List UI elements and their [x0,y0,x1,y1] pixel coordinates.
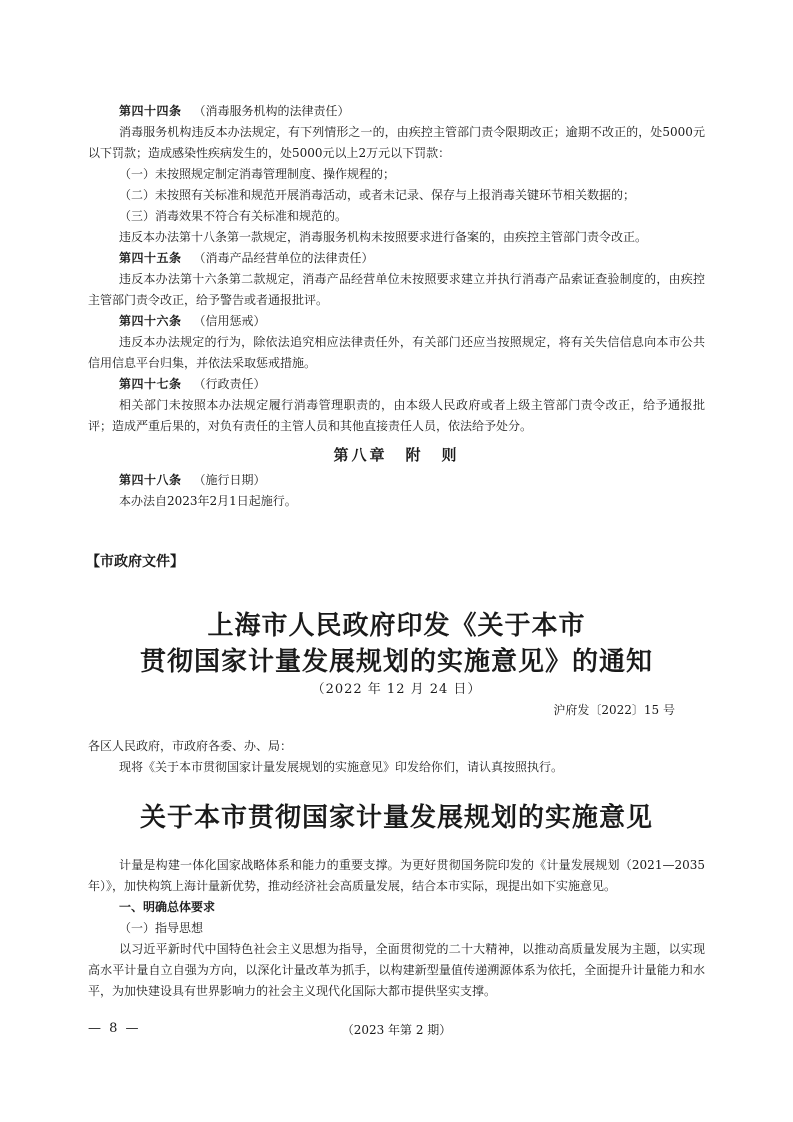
page-footer [88,1021,705,1043]
chapter-heading: 第八章 附 则 [333,446,460,464]
list-item: （一）未按照规定制定消毒管理制度、操作规程的； [119,167,396,181]
article-subtitle: （施行日期） [193,473,266,487]
article-44-heading [88,101,705,122]
subsection-heading: （一）指导思想 [119,921,204,935]
list-item: （二）未按照有关标准和规范开展消毒活动，或者未记录、保存与上报消毒关键环节相关数据的； [119,188,636,202]
paragraph: 本办法自2023年2月1日起施行。 [119,494,297,508]
notice-title-line-1: 上海市人民政府印发《关于本市 [207,611,586,641]
paragraph: 违反本办法规定的行为，除依法追究相应法律责任外，有关部门还应当按照规定，将有关失信信息向本市公共信用信息平台归集，并依法采取惩戒措施。 [88,335,705,370]
regulation-continuation [88,101,705,512]
article-subtitle: （信用惩戒） [193,314,266,328]
opinion-title-block [88,798,705,838]
article-48-heading [88,470,705,491]
document-number: 沪府发〔2022〕15 号 [553,703,675,717]
issue-label: （2023 年第 2 期） [341,1023,452,1037]
paragraph: 现将《关于本市贯彻国家计量发展规划的实施意见》印发给你们，请认真按照执行。 [119,760,564,774]
notice-date: （2022 年 12 月 24 日） [311,682,482,697]
article-number: 第四十七条 [119,377,182,391]
article-45-heading [88,248,705,269]
notice-block [88,608,705,720]
article-number: 第四十六条 [119,314,182,328]
list-item: （三）消毒效果不符合有关标准和规范的。 [119,209,348,223]
page-number: — 8 — [88,1021,141,1036]
paragraph: 相关部门未按照本办法规定履行消毒管理职责的，由本级人民政府或者上级主管部门责令改正，给予通报批评；造成严重后果的，对负有责任的主管人员和其他直接责任人员，依法给予处分。 [88,398,705,433]
article-number: 第四十四条 [119,104,182,118]
addressee: 各区人民政府，市政府各委、办、局： [88,739,293,753]
notice-title-line-2: 贯彻国家计量发展规划的实施意见》的通知 [139,647,653,677]
opinion-title: 关于本市贯彻国家计量发展规划的实施意见 [139,803,653,833]
section-tag: 【市政府文件】 [86,554,184,570]
opinion-body [88,855,705,1002]
paragraph: 违反本办法第十六条第二款规定，消毒产品经营单位未按照要求建立并执行消毒产品索证查验制度的，由疾控主管部门责令改正，给予警告或者通报批评。 [88,272,705,307]
section-heading: 一、明确总体要求 [119,900,216,914]
paragraph: 消毒服务机构违反本办法规定，有下列情形之一的，由疾控主管部门责令限期改正；逾期不改正的，处5000元以下罚款；造成感染性疾病发生的，处5000元以上2万元以下罚款： [88,125,705,160]
article-subtitle: （行政责任） [193,377,266,391]
paragraph: 以习近平新时代中国特色社会主义思想为指导，全面贯彻党的二十大精神，以推动高质量发展为主题，以实现高水平计量自立自强为方向，以深化计量改革为抓手，以构建新型量值传递溯源体系为依托，全面提升计量能力和水平，为加快建设具有世界影响力的社会主义现代化国际大都市提供坚实支撑。 [88,942,705,998]
paragraph: 违反本办法第十八条第一款规定，消毒服务机构未按照要求进行备案的，由疾控主管部门责令改正。 [119,230,648,244]
notice-body [88,736,705,778]
paragraph: 计量是构建一体化国家战略体系和能力的重要支撑。为更好贯彻国务院印发的《计量发展规划（2021—2035年）》，加快构筑上海计量新优势，推动经济社会高质量发展，结合本市实际，现提出如下实施意见。 [88,858,705,893]
article-number: 第四十五条 [119,251,182,265]
article-46-heading [88,311,705,332]
article-subtitle: （消毒产品经营单位的法律责任） [193,251,374,265]
article-number: 第四十八条 [119,473,182,487]
article-47-heading [88,374,705,395]
section-tag-block [86,550,703,574]
article-subtitle: （消毒服务机构的法律责任） [193,104,350,118]
